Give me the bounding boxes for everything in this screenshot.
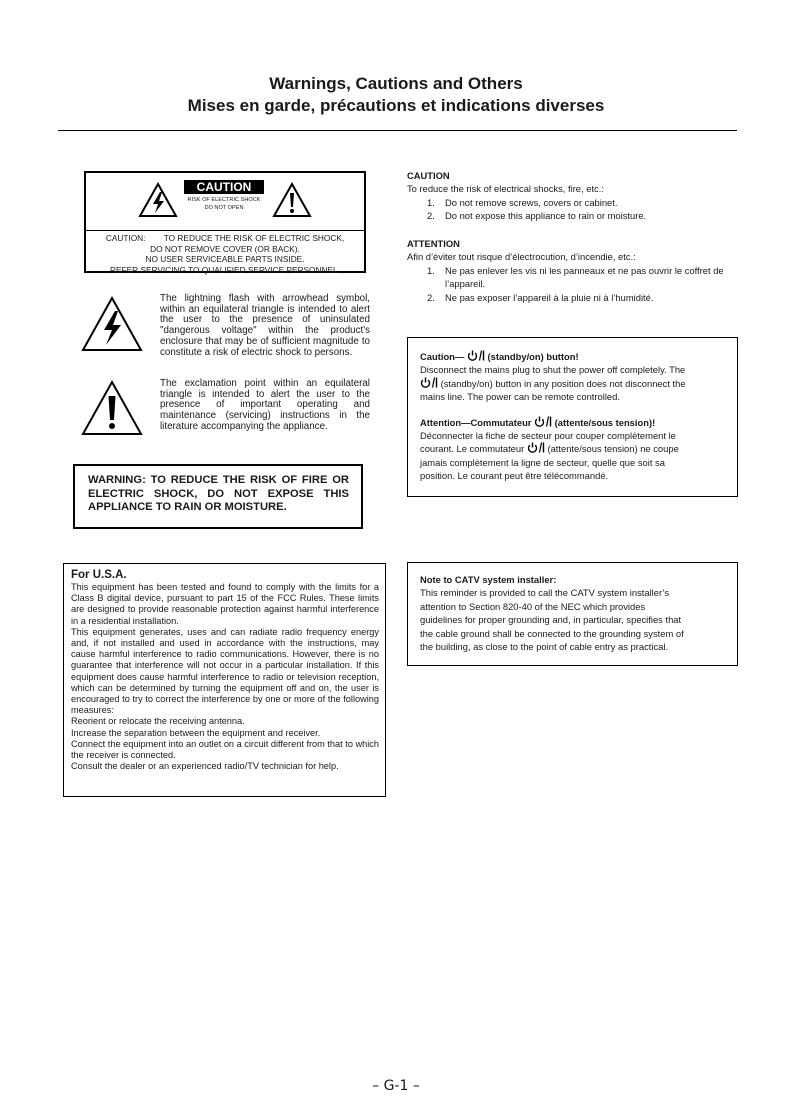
usa-paragraph: This equipment generates, uses and can radiate radio frequency energy and, if not installed and used in accordance with the instructions, may cause harmful interference to radio communications. However, there is no guarantee that interference will not occur in a particular installation. If this equipment does cause harmful interference to radio or television reception, which can be determined by turning the equipment off and on, the user is encouraged to try to correct the interference by one or more of the following measures: [71, 626, 379, 716]
attention-intro: Afin d’éviter tout risque d’électrocution, d’incendie, etc.: [407, 251, 636, 263]
standby-power-icon [527, 442, 545, 453]
list-text: Do not remove screws, covers or cabinet. [445, 196, 618, 208]
standby-text-line: position. Le courant peut être télécommandé. [420, 470, 609, 482]
attention-heading: ATTENTION [407, 238, 460, 249]
catv-note-box [407, 562, 738, 666]
catv-heading: Note to CATV system installer: [420, 574, 557, 585]
usa-paragraph: Reorient or relocate the receiving antenna. [71, 716, 245, 727]
standby-heading-fr [420, 416, 725, 429]
caution-sticker [84, 171, 366, 273]
list-number: 1. [427, 196, 435, 208]
list-number: 2. [427, 210, 435, 222]
lightning-triangle-icon [138, 182, 178, 218]
catv-line: guidelines for proper grounding and, in particular, specifies that [420, 614, 682, 626]
sticker-line: REFER SERVICING TO QUALIFIED SERVICE PERSONNEL. [110, 264, 340, 275]
usa-paragraph: Consult the dealer or an experienced radio/TV technician for help. [71, 761, 339, 772]
badge-subtext [184, 197, 264, 212]
caution-heading: CAUTION [407, 170, 450, 181]
standby-caution-box [407, 337, 738, 497]
list-item [407, 196, 737, 209]
list-item [407, 209, 737, 222]
standby-text-fragment: (standby/on) button in any position does not disconnect the [440, 377, 686, 389]
usa-paragraph: Increase the separation between the equipment and receiver. [71, 727, 321, 738]
usa-title: For U.S.A. [71, 569, 127, 581]
usa-body [71, 582, 379, 772]
catv-line: This reminder is provided to call the CATV system installer’s [420, 587, 670, 599]
usa-paragraph: Connect the equipment into an outlet on a circuit different from that to which the receiver is connected. [71, 738, 379, 761]
caution-badge: CAUTION [184, 180, 264, 194]
standby-power-icon [534, 416, 552, 427]
standby-text-line [420, 442, 725, 455]
standby-heading-post: (standby/on) button! [487, 351, 579, 362]
catv-line: attention to Section 820-40 of the NEC which provides [420, 600, 646, 612]
exclamation-triangle-icon [272, 182, 312, 218]
catv-line: the building, as close to the point of cable entry as practical. [420, 641, 669, 653]
sticker-line: CAUTION: TO REDUCE THE RISK OF ELECTRIC SHOCK, [105, 233, 345, 243]
standby-text-line: jamais complètement la ligne de secteur, quelle que soit sa [420, 456, 665, 468]
title-rule [58, 130, 737, 131]
list-text: Do not expose this appliance to rain or moisture. [445, 210, 647, 222]
exclamation-explanation: The exclamation point within an equilateral triangle is intended to alert the user to the presence of important operating and maintenance (servicing) instructions in the literature accompanying the appliance. [160, 378, 370, 432]
list-text: Ne pas enlever les vis ni les panneaux et ne pas ouvrir le coffret de l’appareil. [445, 264, 724, 290]
caution-list [407, 196, 737, 223]
standby-text-line: Déconnecter la fiche de secteur pour couper complètement le [420, 430, 676, 442]
usa-paragraph: This equipment has been tested and found to comply with the limits for a Class B digital device, pursuant to part 15 of the FCC Rules. These limits are designed to provide reasonable protection against harmful interference in a residential installation. [71, 582, 379, 626]
lightning-explanation: The lightning flash with arrowhead symbol, within an equilateral triangle is intended to alert the user to the presence of uninsulated "dangerous voltage" within the product's enclosure that may be of sufficient magnitude to constitute a risk of electric shock to persons. [160, 293, 370, 358]
standby-power-icon [467, 350, 485, 361]
list-number: 1. [427, 264, 435, 276]
badge-subtext-line: RISK OF ELECTRIC SHOCK [187, 197, 261, 203]
caution-section [407, 169, 737, 223]
sticker-text [90, 233, 360, 275]
standby-heading-pre: Attention—Commutateur [420, 416, 532, 428]
list-item [407, 264, 737, 291]
standby-heading-post: (attente/sous tension)! [554, 416, 656, 428]
sticker-line: DO NOT REMOVE COVER (OR BACK). [150, 243, 300, 254]
list-text: Ne pas exposer l’appareil à la pluie ni à l’humidité. [445, 291, 654, 303]
standby-heading-en [420, 350, 725, 363]
standby-text-line: mains line. The power can be remote controlled. [420, 391, 620, 403]
lightning-symbol-icon [81, 296, 143, 352]
sticker-line: NO USER SERVICEABLE PARTS INSIDE. [145, 254, 305, 264]
attention-list [407, 264, 737, 304]
list-number: 2. [427, 291, 435, 303]
standby-text-fragment: (attente/sous tension) ne coupe [547, 443, 679, 455]
list-item [407, 291, 737, 304]
sticker-top-panel [86, 173, 364, 231]
page-number: – G-1 – [372, 1078, 420, 1094]
usa-fcc-box [63, 563, 386, 797]
standby-text-fragment: courant. Le commutateur [420, 443, 525, 455]
catv-line: the cable ground shall be connected to the grounding system of [420, 627, 684, 639]
page-title-french: Mises en garde, précautions et indications diverses [187, 96, 605, 115]
standby-text-line: Disconnect the mains plug to shut the power off completely. The [420, 364, 686, 376]
standby-power-icon [420, 377, 438, 388]
caution-intro: To reduce the risk of electrical shocks, fire, etc.: [407, 183, 604, 195]
warning-box: WARNING: TO REDUCE THE RISK OF FIRE OR ELECTRIC SHOCK, DO NOT EXPOSE THIS APPLIANCE TO RAIN OR MOISTURE. [73, 464, 363, 529]
standby-text-line [420, 377, 725, 390]
exclamation-symbol-icon [81, 380, 143, 436]
page-title-english: Warnings, Cautions and Others [269, 74, 523, 93]
badge-subtext-line: DO NOT OPEN [204, 204, 244, 211]
standby-heading-pre: Caution— [420, 351, 465, 362]
attention-section [407, 237, 737, 304]
